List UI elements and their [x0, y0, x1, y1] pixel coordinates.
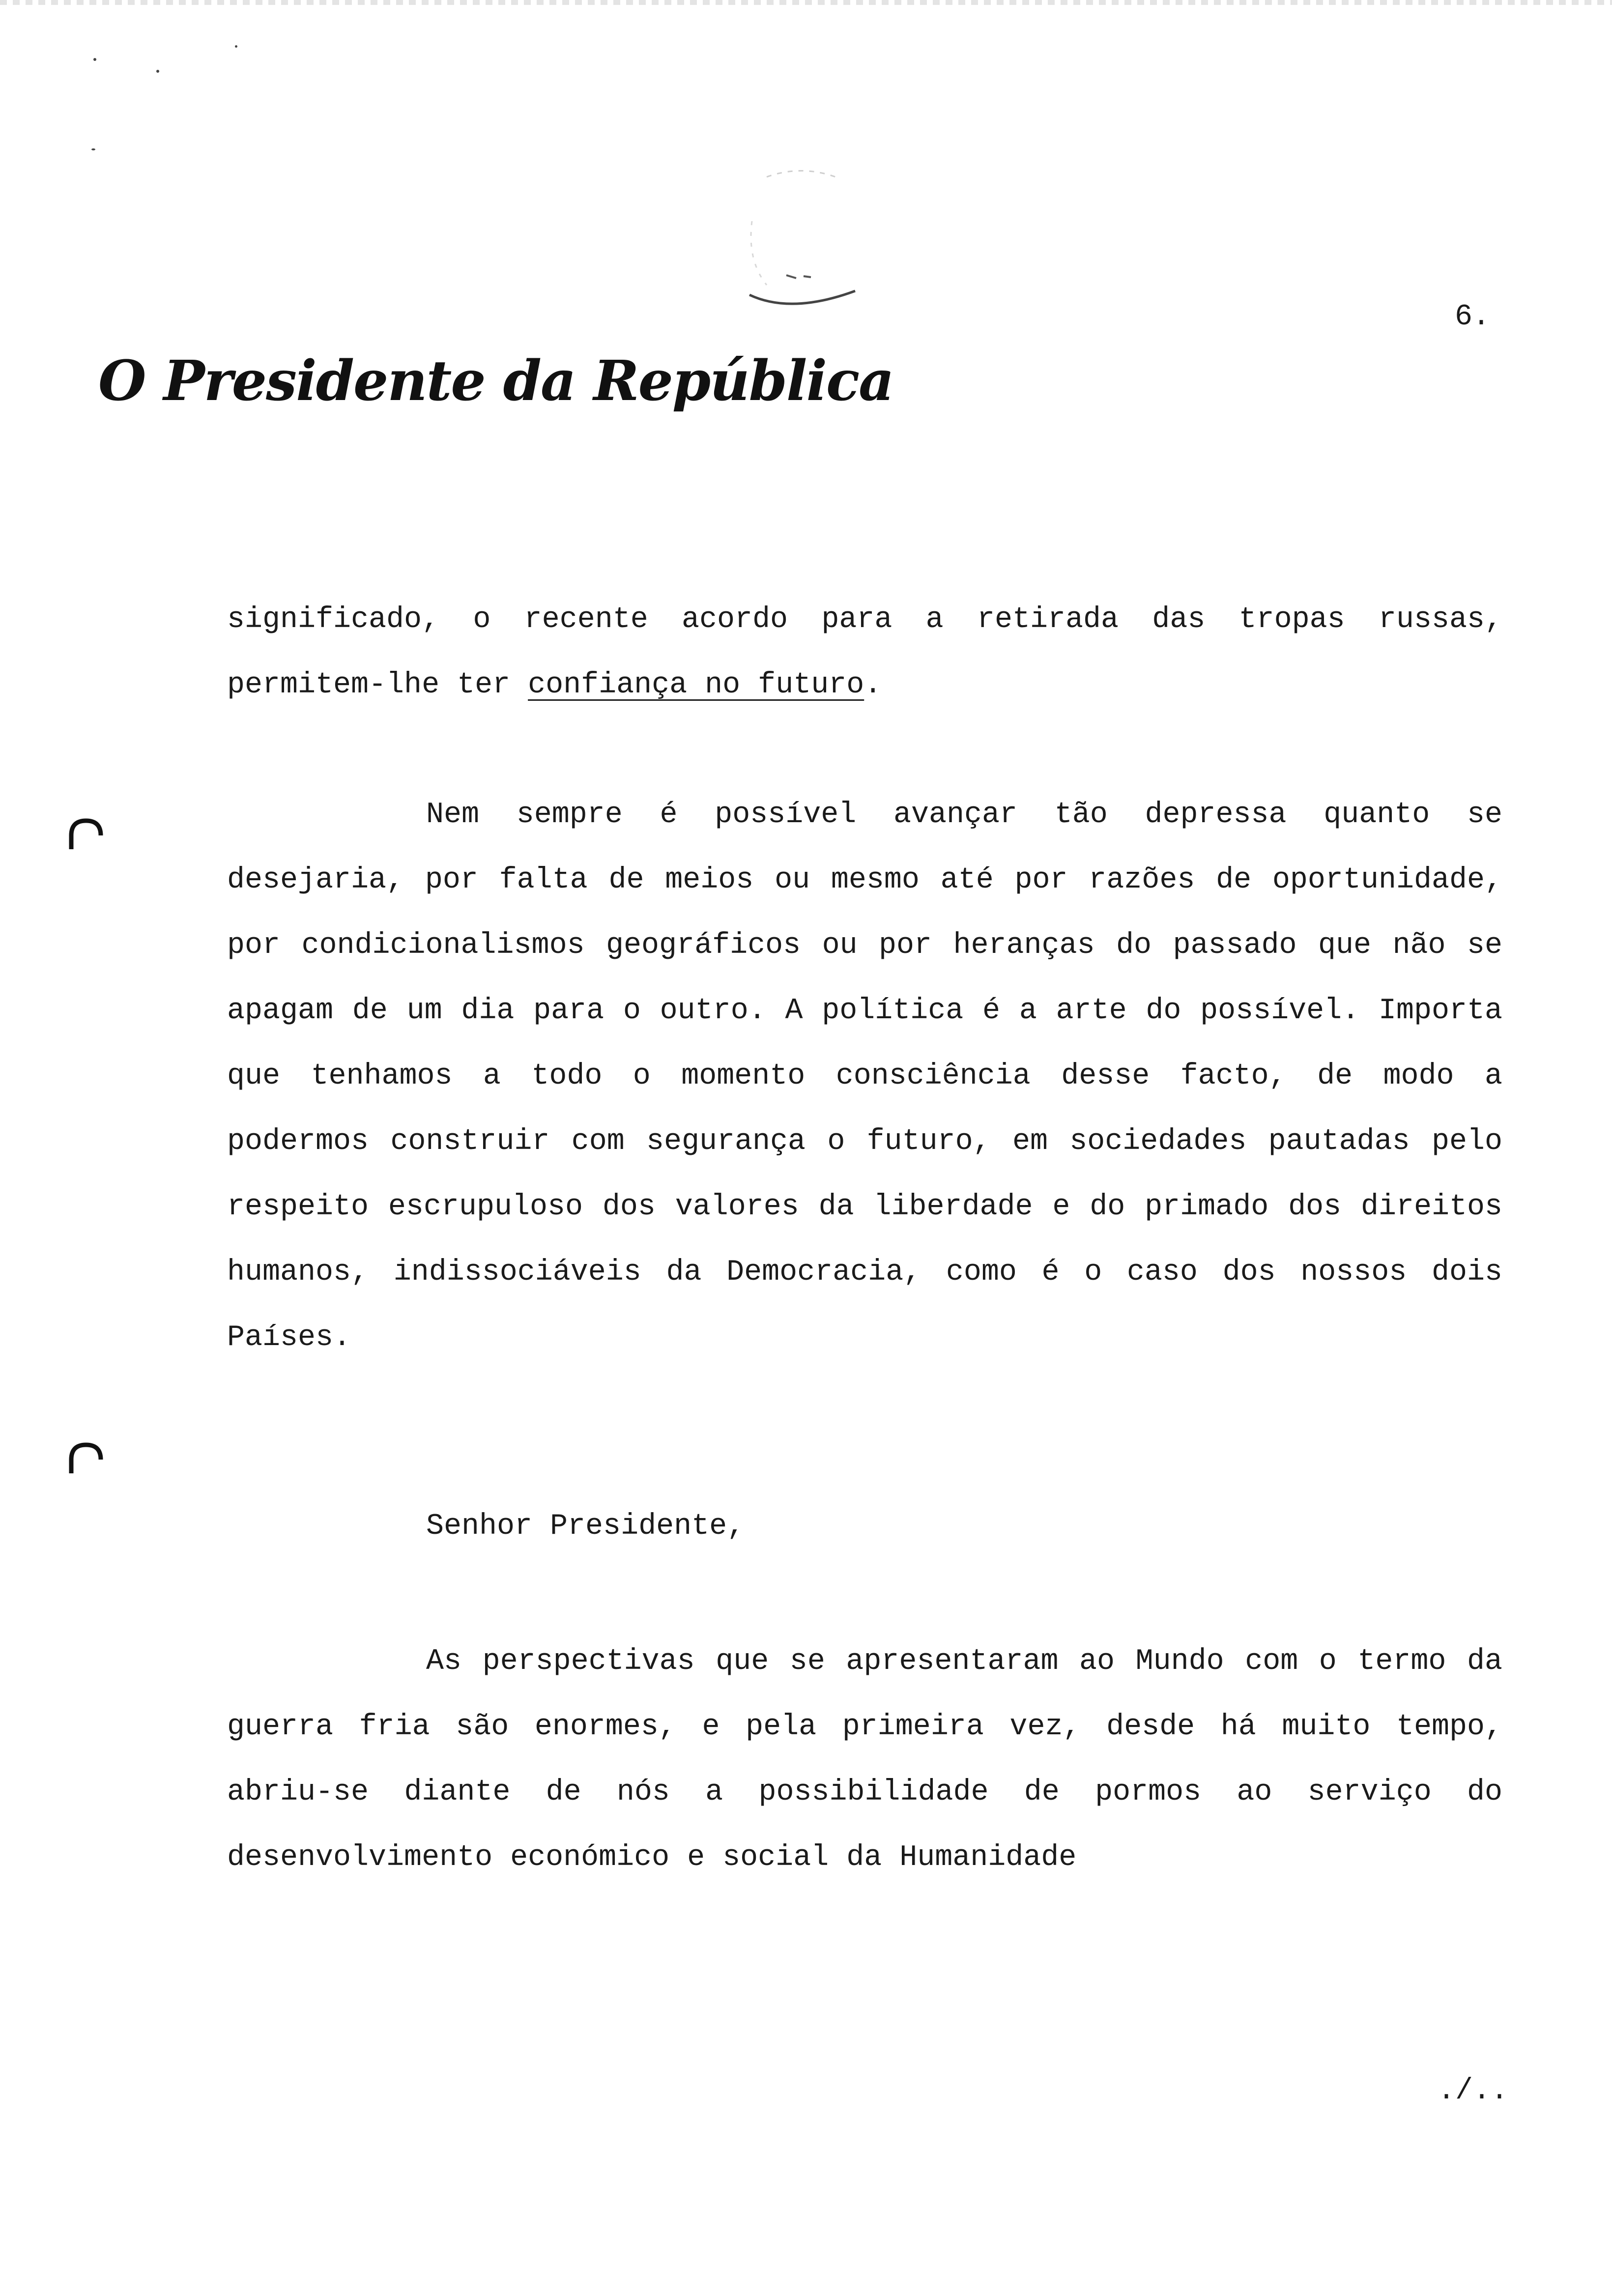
paragraph-text	[227, 587, 1502, 718]
punch-hole-icon	[66, 816, 106, 855]
paragraph-cold-war	[227, 1629, 1502, 1891]
salutation: Senhor Presidente,	[426, 1510, 745, 1543]
continuation-mark: ./..	[1438, 2074, 1509, 2108]
page-number: 6.	[1455, 300, 1491, 334]
scan-speck	[91, 148, 95, 150]
paragraph-text: Nem sempre é possível avançar tão depressa quanto se desejaria, por falta de meios ou mesmo até por razões de oportunidade, por condicionalismos geográficos ou por heranças do passado que não se apagam de um dia para o outro. A política é a arte do possível. Importa que tenhamos a todo o momento consciência desse facto, de modo a podermos construir com segurança o futuro, em sociedades pautadas pelo respeito escrupuloso dos valores da liberdade e do primado dos direitos humanos, indissociáveis da Democracia, como é o caso dos nossos dois Países.	[227, 798, 1502, 1354]
paragraph-text-part: significado, o recente acordo para a retirada das tropas russas, permitem-lhe ter	[227, 603, 1502, 702]
letterhead-title: O Presidente da República	[98, 349, 893, 413]
scan-top-edge	[0, 0, 1612, 5]
paragraph-politics	[227, 782, 1502, 1371]
paragraph-text: As perspectivas que se apresentaram ao Mundo com o termo da guerra fria são enormes, e pela primeira vez, desde há muito tempo, abriu-se diante de nós a possibilidade de pormos ao serviço do desenvolvimento económico e social da Humanidade	[227, 1645, 1502, 1874]
paragraph-text-part: .	[864, 668, 882, 702]
scan-speck	[235, 45, 237, 48]
paragraph-continued	[227, 587, 1502, 718]
scan-speck	[93, 58, 96, 61]
underlined-phrase: confiança no futuro	[528, 668, 864, 702]
scan-speck	[156, 70, 159, 73]
punch-hole-icon	[66, 1440, 106, 1479]
faint-seal-mark	[737, 162, 865, 319]
